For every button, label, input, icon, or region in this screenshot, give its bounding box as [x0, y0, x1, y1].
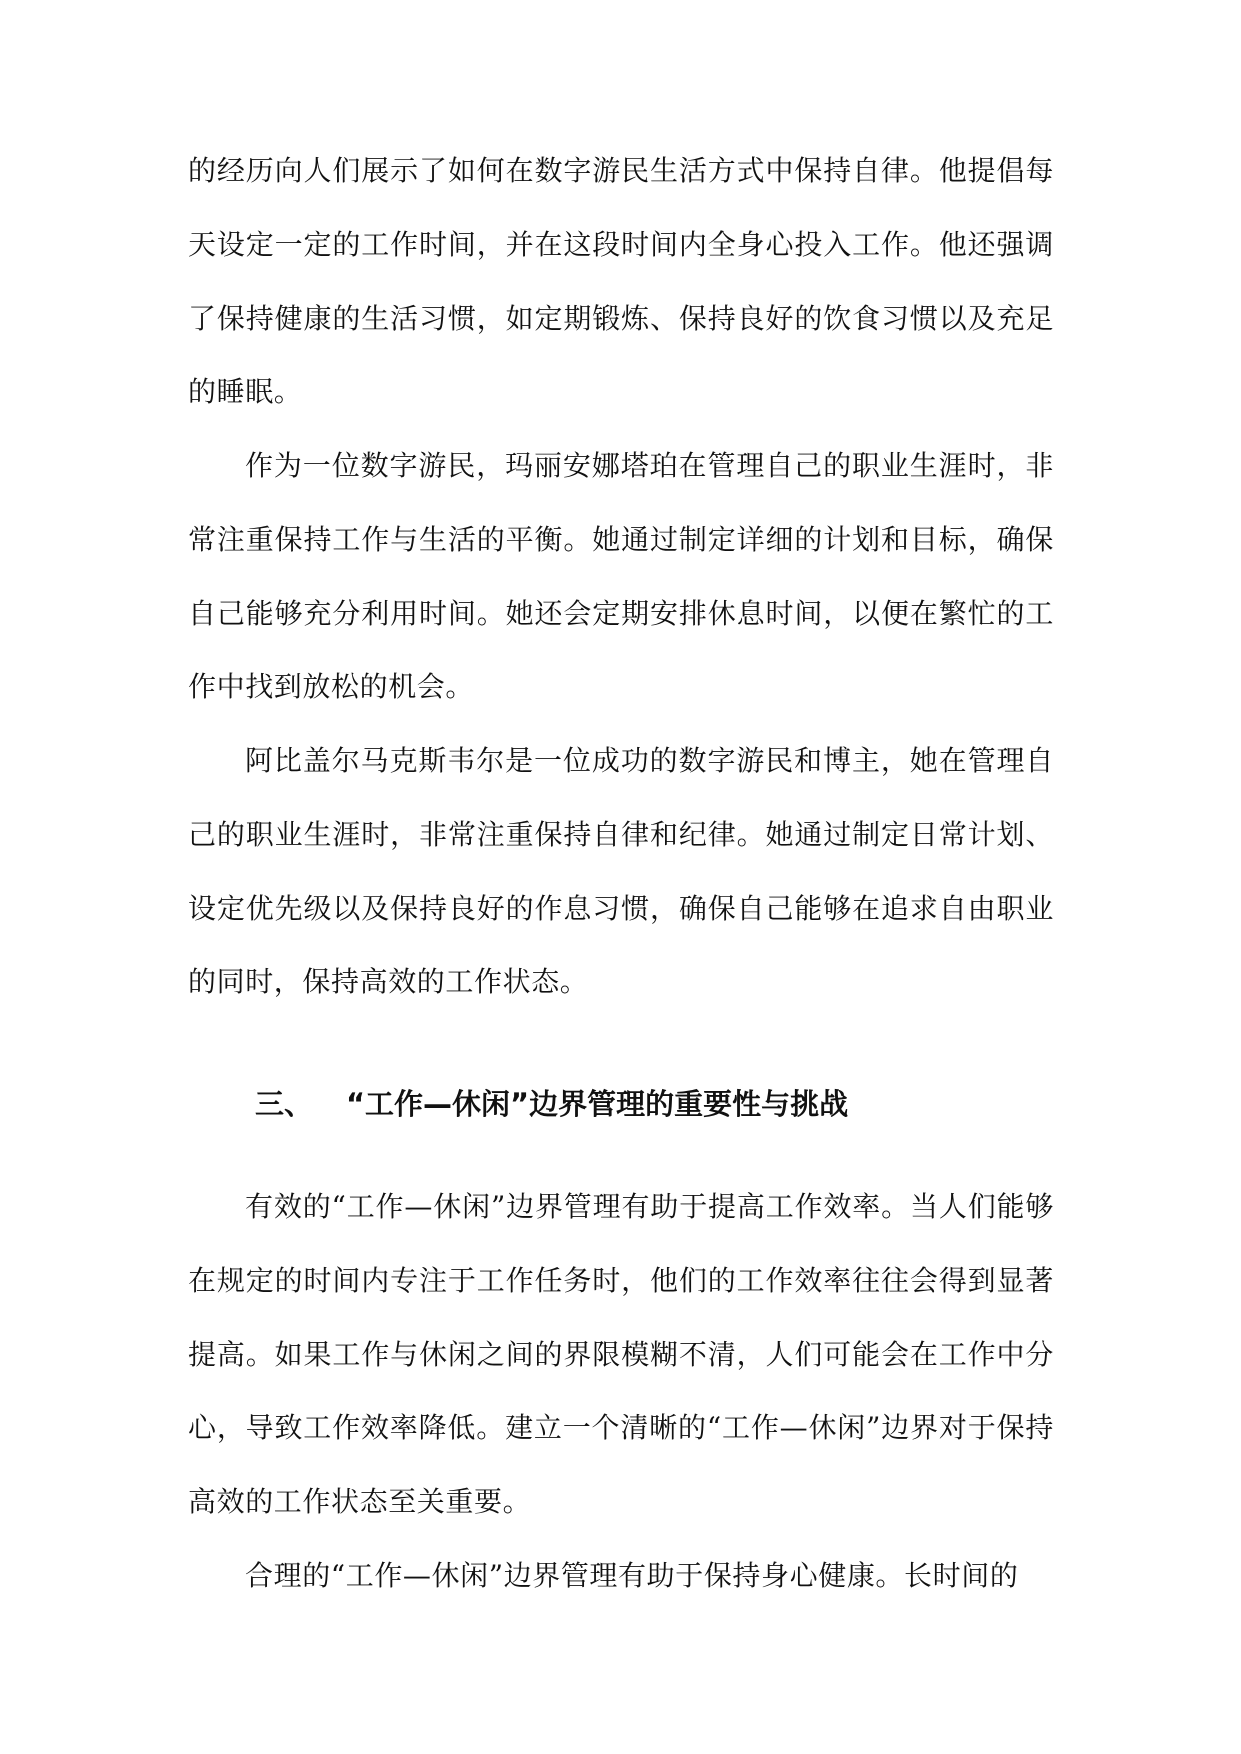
section-title: “工作—休闲”边界管理的重要性与挑战	[346, 1087, 849, 1121]
paragraph-continued: 的经历向人们展示了如何在数字游民生活方式中保持自律。他提倡每天设定一定的工作时间，并在这段时间内全身心投入工作。他还强调了保持健康的生活习惯，如定期锻炼、保持良好的饮食习惯以及充足的睡眠。	[188, 154, 1054, 409]
section-heading	[255, 1076, 848, 1132]
paragraph: 作为一位数字游民，玛丽安娜塔珀在管理自己的职业生涯时，非常注重保持工作与生活的平衡。她通过制定详细的计划和目标，确保自己能够充分利用时间。她还会定期安排休息时间，以便在繁忙的工作中找到放松的机会。	[188, 449, 1054, 704]
paragraph: 合理的“工作—休闲”边界管理有助于保持身心健康。长时间的	[245, 1559, 1019, 1592]
paragraph: 阿比盖尔马克斯韦尔是一位成功的数字游民和博主，她在管理自己的职业生涯时，非常注重保持自律和纪律。她通过制定日常计划、设定优先级以及保持良好的作息习惯，确保自己能够在追求自由职业的同时，保持高效的工作状态。	[188, 744, 1054, 999]
paragraph: 有效的“工作—休闲”边界管理有助于提高工作效率。当人们能够在规定的时间内专注于工作任务时，他们的工作效率往往会得到显著提高。如果工作与休闲之间的界限模糊不清，人们可能会在工作中分心，导致工作效率降低。建立一个清晰的“工作—休闲”边界对于保持高效的工作状态至关重要。	[188, 1190, 1054, 1519]
section-number: 三、	[255, 1087, 314, 1121]
